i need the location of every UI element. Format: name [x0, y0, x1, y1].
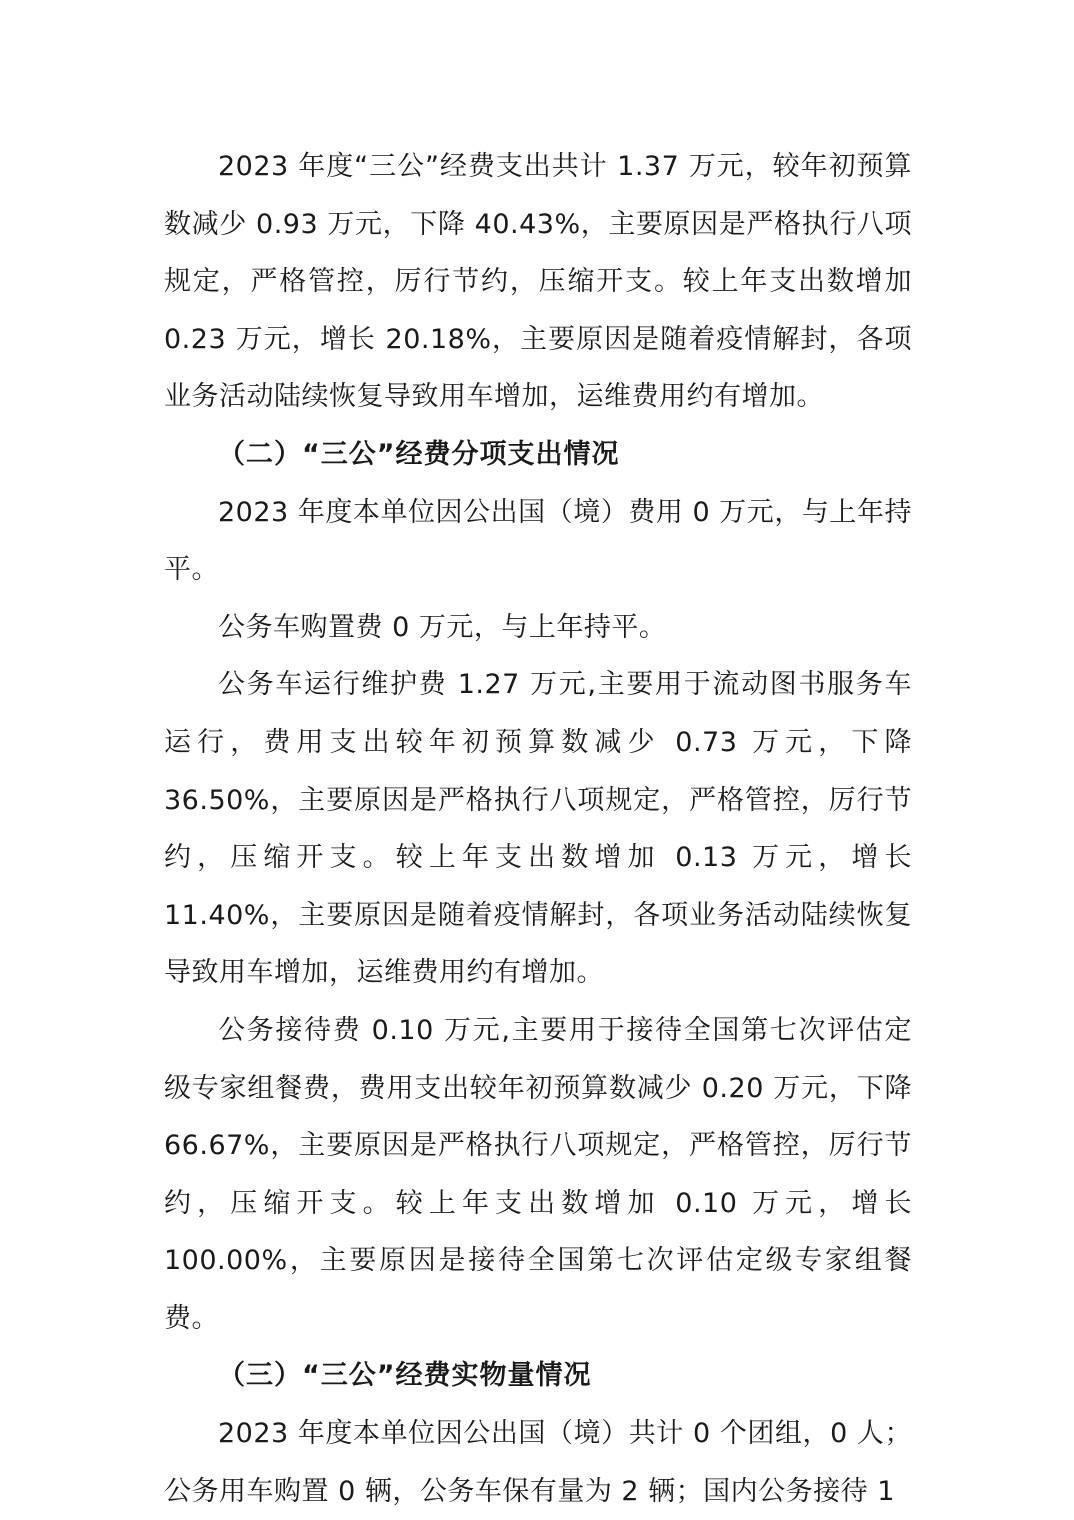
section-heading-physical-quantity: （三）“三公”经费实物量情况 — [218, 1360, 592, 1392]
paragraph-vehicle-purchase: 公务车购置费 0 万元，与上年持平。 — [218, 611, 667, 643]
section-heading-itemized-expenditure: （二）“三公”经费分项支出情况 — [218, 438, 620, 470]
paragraph-official-reception: 公务接待费 0.10 万元,主要用于接待全国第七次评估定级专家组餐费，费用支出较年初预算数减少 0.20 万元，下降 66.67%，主要原因是严格执行八项规定，严格管控，厉行节约，压缩开支。较上年支出数增加 0.10 万元，增长 100.00%，主要原因是接待全国第七次评估定级专家组餐费。 — [164, 1014, 912, 1334]
paragraph-vehicle-operation: 公务车运行维护费 1.27 万元,主要用于流动图书服务车运行，费用支出较年初预算数减少 0.73 万元，下降 36.50%，主要原因是严格执行八项规定，严格管控，厉行节约，压缩开支。较上年支出数增加 0.13 万元，增长 11.40%，主要原因是随着疫情解封，各项业务活动陆续恢复导致用车增加，运维费用约有增加。 — [164, 669, 912, 989]
document-page — [164, 138, 912, 1520]
paragraph-total-expenditure: 2023 年度“三公”经费支出共计 1.37 万元，较年初预算数减少 0.93 万元，下降 40.43%，主要原因是严格执行八项规定，严格管控，厉行节约，压缩开支。较上年支出数增加 0.23 万元，增长 20.18%，主要原因是随着疫情解封，各项业务活动陆续恢复导致用车增加，运维费用约有增加。 — [164, 151, 912, 413]
paragraph-physical-quantity: 2023 年度本单位因公出国（境）共计 0 个团组，0 人；公务用车购置 0 辆，公务车保有量为 2 辆；国内公务接待 1 — [164, 1418, 912, 1507]
paragraph-overseas-travel: 2023 年度本单位因公出国（境）费用 0 万元，与上年持平。 — [164, 496, 912, 586]
